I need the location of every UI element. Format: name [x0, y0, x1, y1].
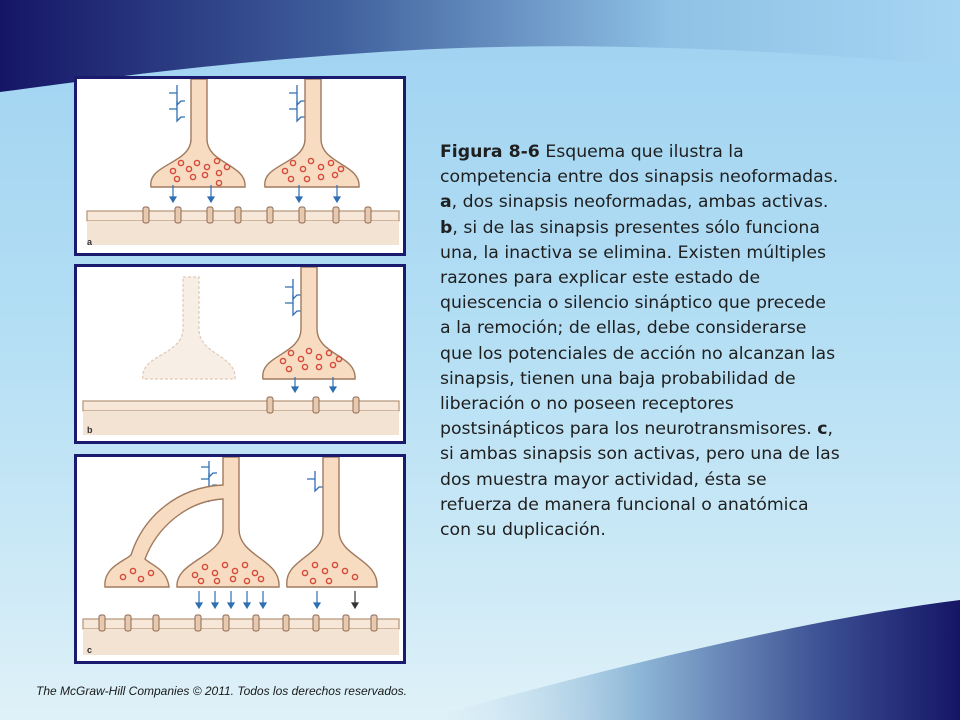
caption-intro: Esquema que ilustra la competencia entre dos sinapsis neoformadas.: [440, 142, 839, 188]
postsynaptic-membrane: [83, 615, 399, 655]
presynaptic-terminal: [287, 457, 377, 587]
panel-a-illustration: [77, 79, 403, 253]
panel-b-illustration: [77, 267, 403, 441]
duplicated-presynaptic-terminal: [105, 457, 279, 587]
presynaptic-terminal: [151, 79, 245, 187]
caption-label-b: b: [440, 217, 453, 238]
postsynaptic-membrane: [87, 207, 399, 245]
caption-label-a: a: [440, 192, 452, 213]
figure-panel-b: [74, 264, 406, 444]
caption-text-b: , si de las sinapsis presentes sólo funciona una, la inactiva se elimina. Existen múltiples razones para explicar este estado de quiescencia o silencio sináptico que precede a la remoción; de ellas, debe considerarse que los potenciales de acción no alcanzan las sinapsis, tienen una baja probabilidad de liberación o no poseen receptores postsinápticos para los neurotransmisores.: [440, 217, 836, 440]
caption-label-c: c: [817, 419, 828, 440]
panel-letter-b: b: [87, 425, 93, 435]
release-arrows: [196, 591, 320, 608]
panel-c-illustration: [77, 457, 403, 661]
caption-text-a: , dos sinapsis neoformadas, ambas activas.: [451, 192, 829, 213]
presynaptic-terminal: [263, 267, 355, 379]
release-arrow-dark: [352, 591, 358, 608]
caption-text-c: , si ambas sinapsis son activas, pero una de las dos muestra mayor actividad, ésta se refuerza de manera funcional o anatómica con su duplicación.: [440, 419, 840, 541]
figure-panel-c: [74, 454, 406, 664]
inactive-presynaptic-terminal: [143, 277, 235, 379]
postsynaptic-membrane: [83, 397, 399, 435]
action-potential-icon: [285, 279, 301, 315]
figure-label: Figura 8-6: [440, 142, 540, 162]
figure-caption: [440, 140, 840, 543]
presynaptic-terminal: [265, 79, 359, 187]
figure-panel-a: [74, 76, 406, 256]
panel-letter-c: c: [87, 645, 93, 655]
action-potential-icon: [169, 85, 305, 121]
panel-letter-a: a: [87, 237, 93, 247]
copyright-notice: The McGraw-Hill Companies © 2011. Todos los derechos reservados.: [36, 684, 408, 698]
